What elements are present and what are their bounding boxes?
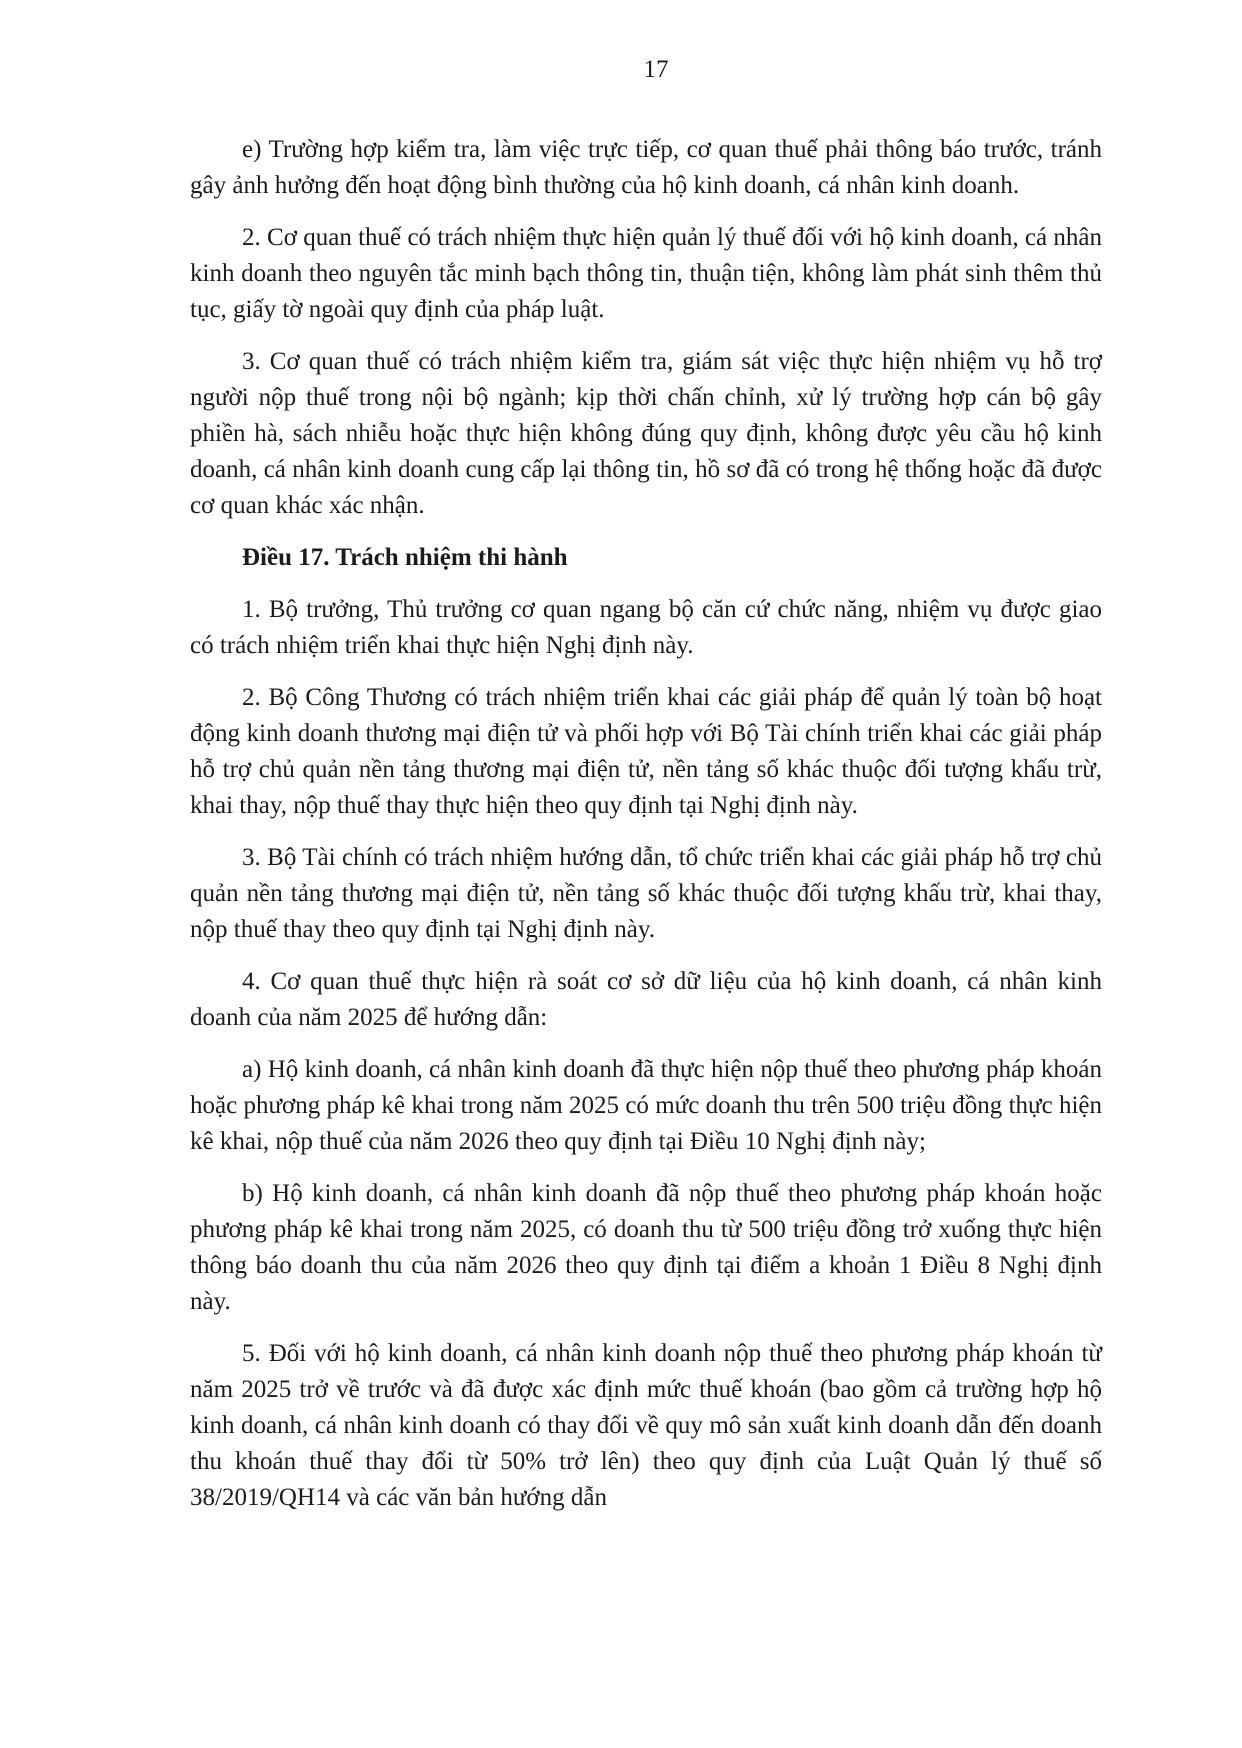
- paragraph-2-ministry-industry-trade: 2. Bộ Công Thương có trách nhiệm triển khai các giải pháp để quản lý toàn bộ hoạt động kinh doanh thương mại điện tử và phối hợp với Bộ Tài chính triển khai các giải pháp hỗ trợ chủ quản nền tảng thương mại điện tử, nền tảng số khác thuộc đối tượng khấu trừ, khai thay, nộp thuế thay thực hiện theo quy định tại Nghị định này.: [190, 684, 1102, 819]
- paragraph-1-ministers: 1. Bộ trưởng, Thủ trưởng cơ quan ngang bộ căn cứ chức năng, nhiệm vụ được giao có trách nhiệm triển khai thực hiện Nghị định này.: [190, 596, 1102, 659]
- paragraph-3-ministry-finance: 3. Bộ Tài chính có trách nhiệm hướng dẫn, tổ chức triển khai các giải pháp hỗ trợ chủ quản nền tảng thương mại điện tử, nền tảng số khác thuộc đối tượng khấu trừ, khai thay, nộp thuế thay theo quy định tại Nghị định này.: [190, 844, 1102, 943]
- paragraph-e-direct-inspection: e) Trường hợp kiểm tra, làm việc trực tiếp, cơ quan thuế phải thông báo trước, tránh gây ảnh hưởng đến hoạt động bình thường của hộ kinh doanh, cá nhân kinh doanh.: [190, 136, 1102, 199]
- paragraph-4a-above-500m: a) Hộ kinh doanh, cá nhân kinh doanh đã thực hiện nộp thuế theo phương pháp khoán hoặc phương pháp kê khai trong năm 2025 có mức doanh thu trên 500 triệu đồng thực hiện kê khai, nộp thuế của năm 2026 theo quy định tại Điều 10 Nghị định này;: [190, 1056, 1102, 1155]
- paragraph-3-supervision: 3. Cơ quan thuế có trách nhiệm kiểm tra, giám sát việc thực hiện nhiệm vụ hỗ trợ người nộp thuế trong nội bộ ngành; kịp thời chấn chỉnh, xử lý trường hợp cán bộ gây phiền hà, sách nhiễu hoặc thực hiện không đúng quy định, không được yêu cầu hộ kinh doanh, cá nhân kinh doanh cung cấp lại thông tin, hồ sơ đã có trong hệ thống hoặc đã được cơ quan khác xác nhận.: [190, 348, 1102, 519]
- paragraph-4-tax-review: 4. Cơ quan thuế thực hiện rà soát cơ sở dữ liệu của hộ kinh doanh, cá nhân kinh doanh của năm 2025 để hướng dẫn:: [190, 968, 1102, 1031]
- paragraph-5-lump-sum: 5. Đối với hộ kinh doanh, cá nhân kinh doanh nộp thuế theo phương pháp khoán từ năm 2025 trở về trước và đã được xác định mức thuế khoán (bao gồm cả trường hợp hộ kinh doanh, cá nhân kinh doanh có thay đổi về quy mô sản xuất kinh doanh dẫn đến doanh thu khoán thuế thay đổi từ 50% trở lên) theo quy định của Luật Quản lý thuế số 38/2019/QH14 và các văn bản hướng dẫn: [190, 1340, 1102, 1511]
- paragraph-4b-below-500m: b) Hộ kinh doanh, cá nhân kinh doanh đã nộp thuế theo phương pháp khoán hoặc phương pháp kê khai trong năm 2025, có doanh thu từ 500 triệu đồng trở xuống thực hiện thông báo doanh thu của năm 2026 theo quy định tại điểm a khoản 1 Điều 8 Nghị định này.: [190, 1180, 1102, 1315]
- article-17-heading: Điều 17. Trách nhiệm thi hành: [242, 544, 568, 571]
- page-number: 17: [643, 56, 669, 83]
- paragraph-2-tax-management: 2. Cơ quan thuế có trách nhiệm thực hiện quản lý thuế đối với hộ kinh doanh, cá nhân kinh doanh theo nguyên tắc minh bạch thông tin, thuận tiện, không làm phát sinh thêm thủ tục, giấy tờ ngoài quy định của pháp luật.: [190, 224, 1102, 323]
